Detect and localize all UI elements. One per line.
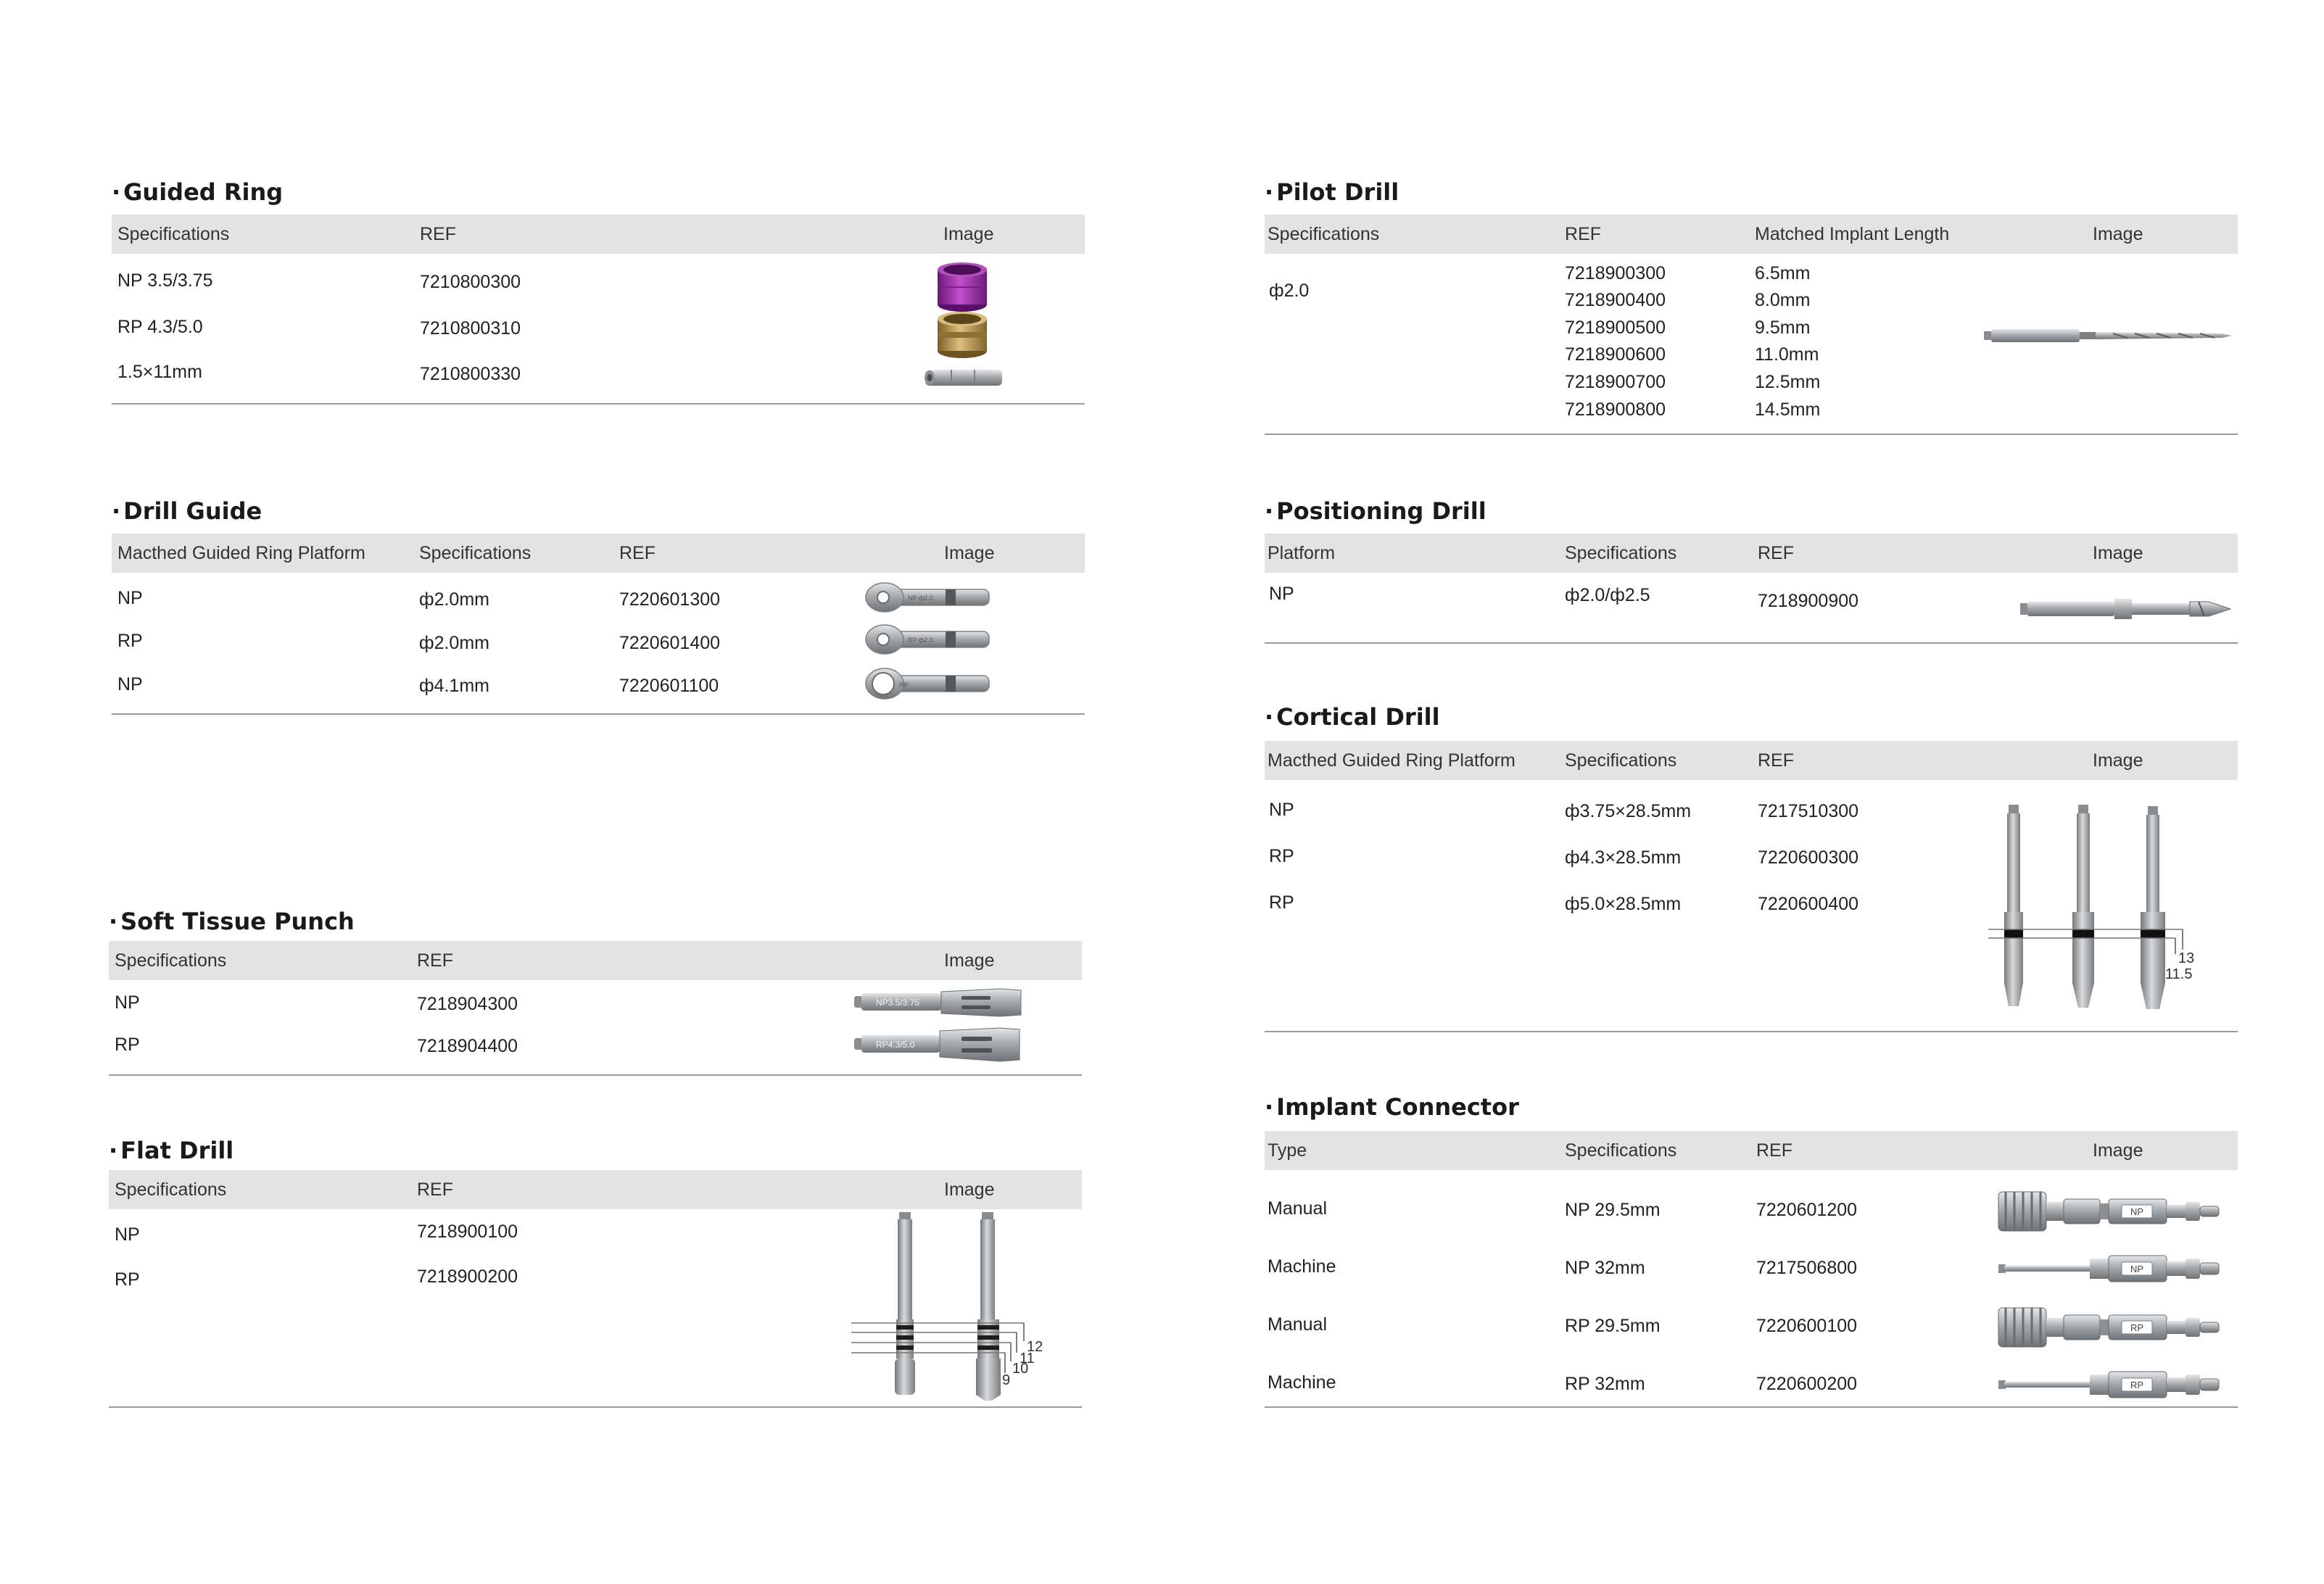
- table-header: [1265, 215, 2238, 254]
- section-soft-tissue-punch: [109, 908, 1082, 1079]
- depth-mark-label: 10: [1012, 1361, 1029, 1377]
- length-cell: 6.5mm: [1755, 263, 1811, 283]
- ref-cell: 7218904300: [417, 994, 518, 1014]
- table-bottom-rule: [1265, 1406, 2238, 1408]
- ref-cell: 7217506800: [1756, 1258, 1858, 1278]
- ref-cell: 7218900900: [1758, 591, 1859, 611]
- manual-connector-image: [1997, 1185, 2223, 1238]
- platform-cell: NP: [117, 588, 143, 608]
- silver-sleeve-image: [921, 365, 1006, 390]
- table-header: [1265, 534, 2238, 573]
- spec-cell: NP 32mm: [1565, 1258, 1645, 1278]
- table-header: [109, 941, 1082, 980]
- column-header: Specifications: [115, 1179, 227, 1200]
- spec-cell: NP 29.5mm: [1565, 1200, 1661, 1220]
- spec-cell: ф4.3×28.5mm: [1565, 847, 1682, 868]
- depth-mark-label: 12: [1027, 1339, 1043, 1355]
- table-header: [1265, 741, 2238, 780]
- ref-cell: 7220601300: [619, 589, 721, 610]
- machine-connector-image: [1997, 1251, 2223, 1286]
- spec-cell: RP: [115, 1269, 140, 1290]
- punch-engraving-text: RP4.3/5.0: [876, 1040, 915, 1050]
- ref-cell: 7220600200: [1756, 1374, 1858, 1394]
- depth-mark-label: 13: [2178, 950, 2195, 966]
- spec-cell: ф4.1mm: [419, 676, 489, 696]
- section-flat-drill: [109, 1137, 1082, 1411]
- section-title: · Soft Tissue Punch: [109, 908, 355, 935]
- connector-tag-text: NP: [2130, 1264, 2144, 1274]
- type-cell: Manual: [1268, 1198, 1327, 1219]
- column-header: Type: [1268, 1140, 1307, 1161]
- ref-cell: 7210800310: [420, 318, 521, 339]
- ref-cell: 7220601400: [619, 633, 721, 653]
- ref-cell: 7220600300: [1758, 847, 1859, 868]
- column-header: REF: [1758, 750, 1794, 771]
- column-header: Image: [2093, 224, 2143, 244]
- type-cell: Machine: [1268, 1256, 1336, 1277]
- column-header: Matched Implant Length: [1755, 224, 1950, 244]
- ref-cell: 7218900800: [1565, 399, 1666, 420]
- spec-cell: RP 29.5mm: [1565, 1316, 1661, 1336]
- column-header: Image: [944, 1179, 995, 1200]
- platform-cell: RP: [117, 631, 143, 651]
- spec-cell: 1.5×11mm: [117, 362, 202, 382]
- section-positioning-drill: [1265, 497, 2238, 647]
- section-title: · Cortical Drill: [1265, 703, 1440, 731]
- column-header: Image: [944, 543, 995, 563]
- column-header: Specifications: [117, 224, 230, 244]
- connector-tag-text: RP: [2130, 1322, 2144, 1333]
- manual-connector-image: [1997, 1301, 2223, 1354]
- column-header: Specifications: [1565, 543, 1677, 563]
- ref-cell: 7220601100: [619, 676, 719, 696]
- table-header: [112, 215, 1085, 254]
- machine-connector-image: [1997, 1367, 2223, 1402]
- flat-drill-image: [850, 1211, 1067, 1406]
- cortical-drill-image: [1987, 805, 2212, 1015]
- spec-cell: ф2.0mm: [419, 589, 489, 610]
- ref-cell: 7218900500: [1565, 318, 1666, 338]
- table-header: [1265, 1131, 2238, 1170]
- section-title: · Flat Drill: [109, 1137, 234, 1164]
- column-header: Image: [2093, 543, 2143, 563]
- column-header: Specifications: [115, 950, 227, 971]
- column-header: Specifications: [1565, 1140, 1677, 1161]
- table-bottom-rule: [1265, 642, 2238, 644]
- soft-tissue-punch-image: [851, 1027, 1025, 1063]
- ref-cell: 7220600100: [1756, 1316, 1858, 1336]
- length-cell: 14.5mm: [1755, 399, 1821, 420]
- length-cell: 11.0mm: [1755, 344, 1819, 365]
- column-header: Specifications: [1565, 750, 1677, 771]
- type-cell: Machine: [1268, 1372, 1336, 1393]
- ref-cell: 7218900400: [1565, 290, 1666, 310]
- pilot-drill-image: [1982, 325, 2233, 347]
- depth-mark-label: 11.5: [2165, 966, 2193, 982]
- table-bottom-rule: [112, 713, 1085, 715]
- length-cell: 12.5mm: [1755, 372, 1821, 392]
- guide-tag-text: NP ф2.0: [908, 594, 933, 602]
- platform-cell: NP: [1269, 800, 1294, 820]
- drill-guide-image: [864, 580, 995, 615]
- table-bottom-rule: [112, 403, 1085, 405]
- column-header: Macthed Guided Ring Platform: [117, 543, 365, 563]
- ref-cell: 7218904400: [417, 1036, 518, 1056]
- column-header: REF: [619, 543, 656, 563]
- table-bottom-rule: [109, 1074, 1082, 1076]
- depth-mark-label: 11: [1020, 1351, 1035, 1367]
- ref-cell: 7217510300: [1758, 801, 1859, 821]
- positioning-drill-image: [2019, 594, 2233, 623]
- table-bottom-rule: [1265, 1031, 2238, 1032]
- guide-tag-text: RP ф2.0: [908, 636, 933, 644]
- column-header: Platform: [1268, 543, 1336, 563]
- ref-cell: 7218900200: [417, 1266, 518, 1287]
- section-title: · Positioning Drill: [1265, 497, 1486, 525]
- length-cell: 8.0mm: [1755, 290, 1811, 310]
- purple-guided-ring-image: [934, 260, 991, 316]
- ref-cell: 7218900700: [1565, 372, 1666, 392]
- ref-cell: 7220601200: [1756, 1200, 1858, 1220]
- ref-cell: 7210800300: [420, 272, 521, 292]
- column-header: REF: [417, 950, 453, 971]
- column-header: Specifications: [1268, 224, 1380, 244]
- column-header: Specifications: [419, 543, 532, 563]
- ref-cell: 7218900100: [417, 1222, 518, 1242]
- column-header: REF: [1565, 224, 1601, 244]
- section-title: · Drill Guide: [112, 497, 262, 525]
- column-header: REF: [420, 224, 456, 244]
- platform-cell: NP: [1269, 584, 1294, 604]
- spec-cell: RP 32mm: [1565, 1374, 1645, 1394]
- gold-guided-ring-image: [934, 310, 991, 361]
- column-header: Image: [2093, 750, 2143, 771]
- spec-cell: ф2.0mm: [419, 633, 489, 653]
- guide-tag-text: RP: [899, 681, 909, 689]
- section-title: · Pilot Drill: [1265, 178, 1399, 206]
- ref-cell: 7220600400: [1758, 894, 1859, 914]
- section-title: · Guided Ring: [112, 178, 284, 206]
- length-cell: 9.5mm: [1755, 318, 1811, 338]
- column-header: Image: [943, 224, 994, 244]
- column-header: Image: [2093, 1140, 2143, 1161]
- table-header: [109, 1170, 1082, 1209]
- type-cell: Manual: [1268, 1314, 1327, 1335]
- table-bottom-rule: [109, 1406, 1082, 1408]
- column-header: REF: [1758, 543, 1794, 563]
- drill-guide-image: [864, 665, 995, 702]
- section-drill-guide: [112, 497, 1085, 718]
- ref-cell: 7210800330: [420, 364, 521, 384]
- spec-cell: ф5.0×28.5mm: [1565, 894, 1682, 914]
- platform-cell: NP: [117, 674, 143, 694]
- connector-tag-text: RP: [2130, 1380, 2144, 1390]
- column-header: Image: [944, 950, 995, 971]
- drill-guide-image: [864, 622, 995, 657]
- punch-engraving-text: NP3.5/3.75: [876, 998, 920, 1008]
- section-guided-ring: [112, 178, 1085, 407]
- connector-tag-text: NP: [2130, 1206, 2144, 1217]
- section-title: · Implant Connector: [1265, 1093, 1519, 1121]
- ref-cell: 7218900300: [1565, 263, 1666, 283]
- spec-cell: ф2.0/ф2.5: [1565, 585, 1650, 605]
- section-implant-connector: [1265, 1093, 2238, 1411]
- section-pilot-drill: [1265, 178, 2238, 438]
- spec-cell: ф3.75×28.5mm: [1565, 801, 1692, 821]
- spec-cell: NP: [115, 992, 140, 1013]
- column-header: REF: [1756, 1140, 1792, 1161]
- spec-cell: NP 3.5/3.75: [117, 270, 213, 291]
- section-cortical-drill: [1265, 703, 2238, 1035]
- spec-cell: RP 4.3/5.0: [117, 317, 203, 337]
- spec-cell: NP: [115, 1224, 140, 1245]
- platform-cell: RP: [1269, 892, 1294, 913]
- column-header: Macthed Guided Ring Platform: [1268, 750, 1515, 771]
- table-bottom-rule: [1265, 434, 2238, 435]
- table-header: [112, 534, 1085, 573]
- spec-cell: ф2.0: [1269, 281, 1310, 301]
- soft-tissue-punch-image: [851, 986, 1025, 1019]
- ref-cell: 7218900600: [1565, 344, 1666, 365]
- depth-mark-label: 9: [1002, 1372, 1011, 1388]
- platform-cell: RP: [1269, 846, 1294, 866]
- spec-cell: RP: [115, 1034, 140, 1055]
- column-header: REF: [417, 1179, 453, 1200]
